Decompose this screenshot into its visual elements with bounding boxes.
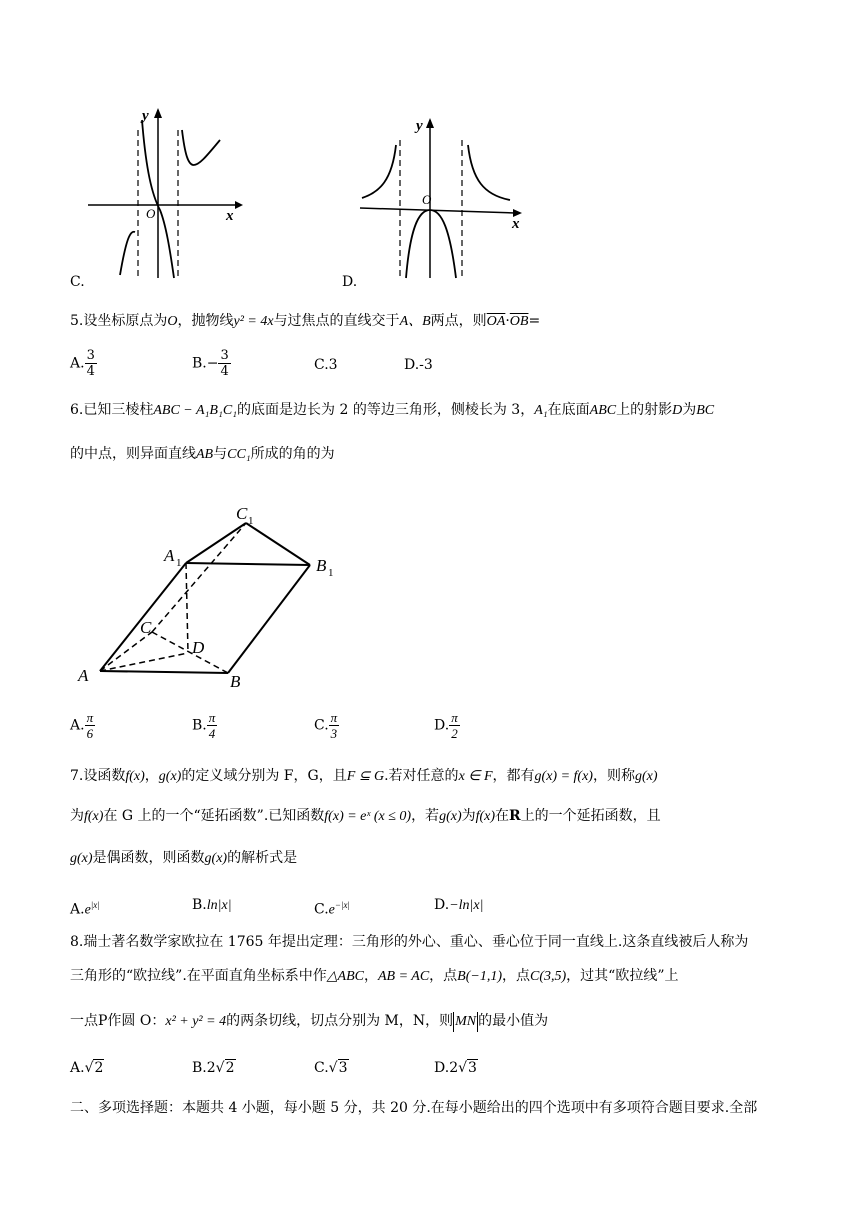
q7-text: 在 G 上的一个“延拓函数”.已知函数 [103,808,325,824]
graph-option-d [350,100,540,285]
sqrt-icon: √3 [458,1060,477,1076]
q8-point-b: B(−1,1) [457,969,502,984]
q7-text: 上的一个延拓函数，且 [520,808,661,824]
option-label: D. [434,897,450,913]
q5-equals: = [528,313,541,329]
q7-text: ，都有 [492,768,535,784]
frac-den: 4 [86,364,95,379]
question-7-line1 [70,766,658,787]
question-8-line3 [70,1011,548,1032]
x-arrow-icon [235,201,243,209]
q8-ab-eq-ac: AB = AC [377,969,430,984]
q6-text: 为 [682,402,697,418]
option-label: B. [192,1060,207,1076]
frac-num: 3 [220,348,229,363]
option-label: A. [70,901,85,918]
q7-f-def: f(x) = eˣ (x ≤ 0) [324,809,412,824]
minus-sign: − [206,355,219,372]
q7-gx: g(x) [70,851,93,866]
y-arrow-icon [154,108,162,118]
q5-option-c: C.3 [314,357,338,373]
edge-aa1 [100,563,186,671]
q6-text: 所成的角的为 [250,446,335,462]
option-sup: |x| [90,900,100,910]
edge-cb [152,632,228,673]
option-value: −ln|x| [449,898,484,913]
edge-a1b1 [186,563,310,565]
q5-option-a [70,348,97,379]
q7-text: 的解析式是 [227,850,298,866]
q6-text: 6.已知三棱柱 [70,402,154,418]
option-label: A. [70,355,85,372]
q7-gx: g(x) [439,809,462,824]
q7-text: 是偶函数，则函数 [92,850,205,866]
q7-text: ，则称 [592,768,635,784]
question-5 [70,311,540,332]
frac-num: π [451,710,458,725]
q5-dot: · [505,313,510,329]
frac-num: π [208,710,216,725]
radicand: 3 [338,1060,348,1076]
question-6-line1 [70,400,714,421]
label-b1-sub: 1 [328,567,334,579]
q7-text: 7.设函数 [70,768,126,784]
q5-text: 两点，则 [430,313,487,329]
y-axis-label: y [416,118,423,134]
q7-gx: g(x) [158,769,182,784]
label-b: B [230,672,241,690]
label-c1-sub: 1 [248,515,254,527]
option-label: C. [314,901,329,918]
x-axis-label: x [226,208,234,224]
option-label: A. [70,1060,85,1076]
sqrt-icon: √2 [215,1060,235,1076]
q8-text: ， [363,968,378,984]
q8-triangle: △ABC [326,969,364,984]
curve-left [120,232,135,275]
option-value: e [328,902,335,918]
q7-option-a [70,895,100,921]
q6-text: 与 [213,446,228,462]
frac-num: π [330,710,338,725]
radicand: 3 [468,1060,477,1076]
option-label: C. [314,717,329,734]
q7-text: 的定义域分别为 F，G，且 [181,768,347,784]
q8-option-c [314,1058,349,1078]
q8-point-c: C(3,5) [530,969,567,984]
section-2-heading: 二、多项选择题：本题共 4 小题，每小题 5 分，共 20 分.在每小题给出的四个选项中有多项符合题目要求.全部 [70,1100,758,1116]
q5-vector-oa: $\overline{OA}$ [486,314,506,329]
label-a1: A [164,546,175,565]
option-label: B. [192,717,207,734]
altitude-a1d [186,563,188,653]
option-label: B. [192,897,207,913]
frac-den: 4 [220,364,229,379]
edge-c1b1 [246,523,310,565]
q5-parabola: y² = 4x [233,314,274,329]
q6-a1: A₁ [534,403,548,418]
edge-ab [100,671,228,673]
option-value: ln|x| [206,898,232,913]
q8-text: 一点P作圆 O： [70,1013,166,1029]
q8-circle-eq: x² + y² = 4 [165,1014,227,1029]
prism-figure [70,495,360,690]
q7-text: .若对任意的 [384,768,459,784]
q6-text: 的中点，则异面直线 [70,446,196,462]
q5-origin: O [167,314,178,329]
graph-d-label: D. [342,274,358,290]
q7-gx: g(x) [204,851,228,866]
q7-option-d [434,895,483,916]
curve-middle [406,210,456,278]
q7-option-b [192,895,232,916]
q5-option-b [192,348,231,379]
label-a: A [78,666,89,685]
option-sup: −|x| [334,900,350,910]
q5-text: 5.设坐标原点为 [70,313,168,329]
option-label: C. [314,1060,329,1076]
option-label: D. [434,717,450,734]
y-axis-label: y [142,108,149,124]
y-arrow-icon [426,118,434,128]
option-label: B. [192,355,207,372]
q5-vector-ob: $\overline{OB}$ [509,314,529,329]
option-label: A. [70,717,85,734]
question-7-line2 [70,806,661,827]
label-c1: C [236,504,248,523]
q8-text: ，点 [502,968,530,984]
q6-option-d [434,710,460,741]
coefficient: 2 [206,1060,216,1076]
q7-g-eq-f: g(x) = f(x) [534,769,593,784]
q7-fx: f(x) [84,809,104,824]
curve-right [468,145,510,200]
option-value: e [84,902,91,918]
q8-option-a [70,1058,104,1078]
curve-right [182,130,220,165]
origin-label: O [422,192,432,207]
question-6-line2 [70,444,335,465]
q8-text: ，过其“欧拉线”上 [566,968,679,984]
q6-text: 在底面 [547,402,590,418]
q7-fx: f(x) [125,769,145,784]
frac-den: 2 [451,726,458,741]
q6-d: D [672,403,683,418]
sqrt-icon: √3 [328,1060,348,1076]
question-8-line2 [70,966,679,987]
q8-option-d [434,1058,478,1078]
q7-text: 在 [495,808,510,824]
graph-option-c [60,100,260,285]
origin-label: O [146,206,156,221]
q8-text: 的最小值为 [478,1013,549,1029]
edge-a1c1 [186,523,246,563]
sqrt-icon: √2 [84,1060,104,1076]
q7-in-f: x ∈ F [458,769,493,784]
q6-cc1: CC₁ [227,447,251,462]
q6-ab: AB [196,447,214,462]
q6-prism: ABC − A₁B₁C₁ [153,403,238,418]
q6-text: 上的射影 [616,402,673,418]
coefficient: 2 [449,1060,459,1076]
q6-option-b [192,710,217,741]
label-d: D [192,638,205,657]
q8-text: 的两条切线，切点分别为 M，N，则 [226,1013,454,1029]
q7-subset: F ⊆ G [346,769,385,784]
graph-c-label: C. [70,274,85,290]
frac-num: π [86,710,94,725]
q8-text: 三角形的“欧拉线”.在平面直角坐标系中作 [70,968,327,984]
q7-text: ，若 [411,808,440,824]
q5-text: ，抛物线 [177,313,234,329]
q6-abc: ABC [589,403,617,418]
q6-text: 的底面是边长为 2 的等边三角形，侧棱长为 3， [237,402,535,418]
frac-num: 3 [86,348,95,363]
q8-option-b [192,1058,236,1078]
curve-left [362,145,396,198]
q6-option-c [314,710,339,741]
q8-text: ，点 [429,968,458,984]
q7-gx: g(x) [634,769,658,784]
q7-text: 为 [461,808,476,824]
label-a1-sub: 1 [176,557,182,569]
q8-mn: MN [453,1012,478,1032]
q6-bc: BC [696,403,715,418]
q5-points: A、B [399,314,431,329]
question-7-line3 [70,848,297,869]
q7-fx: f(x) [475,809,496,824]
x-axis-label: x [512,216,520,232]
q7-text: ， [144,768,159,784]
question-8-line1: 8.瑞士著名数学家欧拉在 1765 年提出定理：三角形的外心、重心、垂心位于同一直线上.这条直线被后人称为 [70,934,749,950]
frac-den: 4 [208,726,216,741]
edge-cc1 [152,523,246,632]
label-c: C [140,618,152,637]
edge-bb1 [228,565,310,673]
q7-option-c [314,895,350,921]
frac-den: 6 [86,726,94,741]
q7-r: R [509,808,521,824]
frac-den: 3 [330,726,338,741]
q6-option-a [70,710,95,741]
label-b1: B [316,556,327,575]
radicand: 2 [225,1060,235,1076]
q5-option-d: D.-3 [404,357,433,373]
option-label: D. [434,1060,450,1076]
q5-text: 与过焦点的直线交于 [273,313,400,329]
q7-text: 为 [70,808,84,824]
radicand: 2 [94,1060,104,1076]
